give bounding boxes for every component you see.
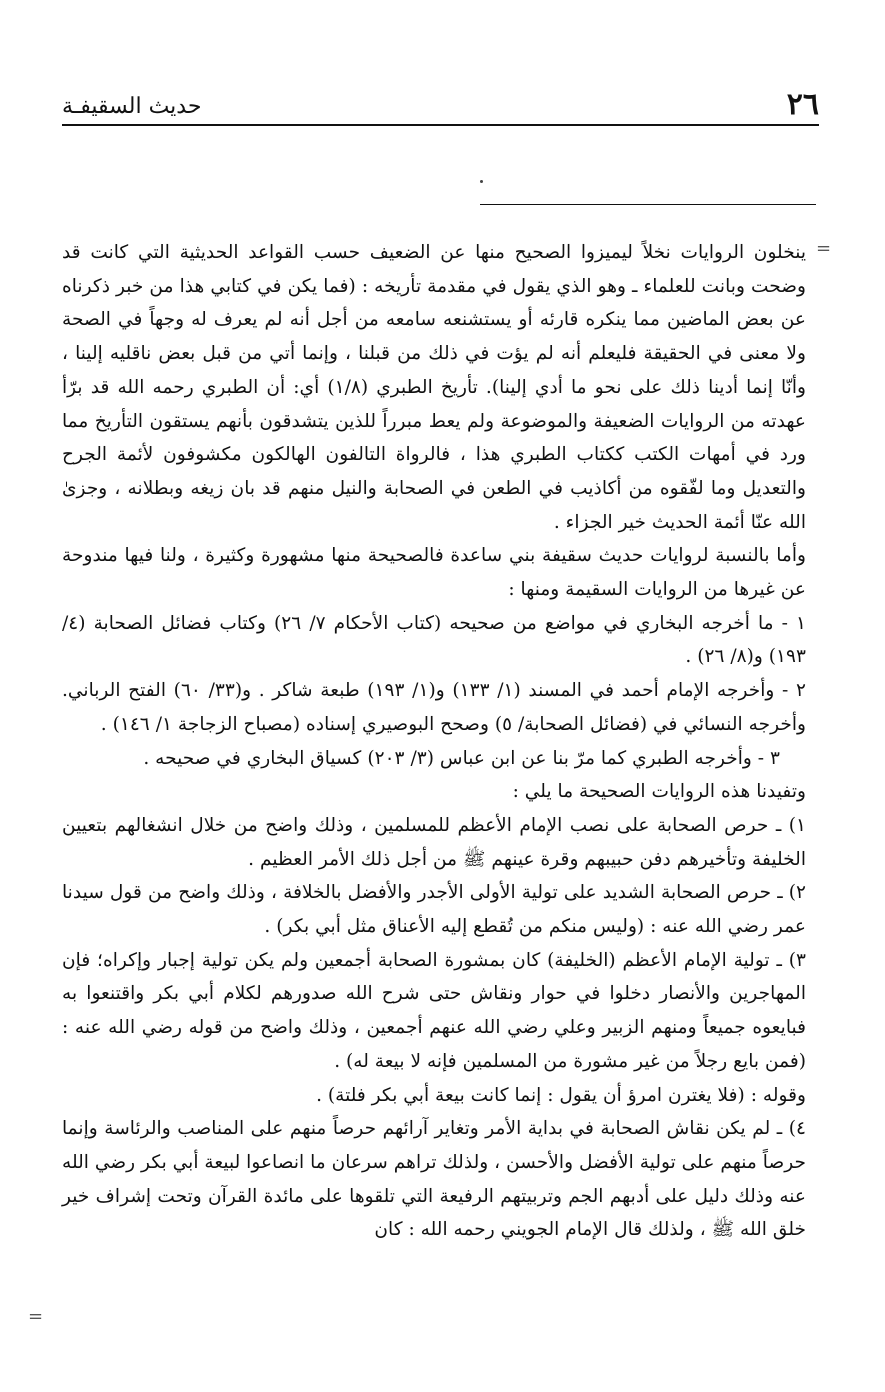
continuation-mark-bottom: = <box>28 1306 44 1327</box>
running-header <box>62 84 819 126</box>
paragraph-source-1: ١ - ما أخرجه البخاري في مواضع من صحيحه (كتاب الأحكام ٧/ ٢٦) وكتاب فضائل الصحابة (٤/ ١٩٣) و(٨/ ٢٦) . <box>62 612 806 668</box>
paragraph-benefit-1: ١) ـ حرص الصحابة على نصب الإمام الأعظم للمسلمين ، وذلك واضح من خلال انشغالهم بتعيين الخليفة وتأخيرهم دفن حبيبهم وقرة عينهم ﷺ من أجل ذلك الأمر العظيم . <box>62 814 806 870</box>
paragraph-tabari-note: ينخلون الروايات نخلاً ليميزوا الصحيح منها عن الضعيف حسب القواعد الحديثية التي كانت قد وضحت وبانت للعلماء ـ وهو الذي يقول في مقدمة تأريخه : (فما يكن في كتابي هذا من خبر ذكرناه عن بعض الماضين مما ينكره قارئه أو يستشنعه سامعه من أجل أنه لم يعرف له وجهاً في الصحة ولا معنى في الحقيقة فليعلم أنه لم يؤت في ذلك من قبلنا ، وإنما أتي من قبل بعض ناقليه إلينا ، وأنّا إنما أدينا ذلك على نحو ما أدي إلينا). تأريخ الطبري (١/٨) أي: أن الطبري رحمه الله قد برّأ عهدته من الروايات الضعيفة والموضوعة ولم يعط مبرراً للذين يتشدقون بأنهم يستقون التأريخ مما ورد في أمهات الكتب ككتاب الطبري هذا ، فالرواة التالفون الهالكون مكشوفون لأئمة الجرح والتعديل وما لفّقوه من أكاذيب في الطعن في الصحابة والنيل منهم قد بان زيغه وبطلانه ، وجزىٰ الله عنّا أئمة الحديث خير الجزاء . <box>62 242 806 533</box>
paragraph-benefit-2: ٢) ـ حرص الصحابة الشديد على تولية الأولى الأجدر والأفضل بالخلافة ، وذلك واضح من قول سيدنا عمر رضي الله عنه : (وليس منكم من تُقطع إليه الأعناق مثل أبي بكر) . <box>62 882 806 938</box>
paragraph-source-2: ٢ - وأخرجه الإمام أحمد في المسند (١/ ١٣٣) و(١/ ١٩٣) طبعة شاكر . و(٣٣/ ٦٠) الفتح الرباني. وأخرجه النسائي في (فضائل الصحابة/ ٥) وصحح البوصيري إسناده (مصباح الزجاجة ١/ ١٤٦) . <box>62 680 806 735</box>
stray-dot <box>480 180 483 183</box>
footnote-rule <box>480 204 816 205</box>
paragraph-benefits-intro: وتفيدنا هذه الروايات الصحيحة ما يلي : <box>512 781 806 803</box>
paragraph-saqifa-intro: وأما بالنسبة لروايات حديث سقيفة بني ساعدة فالصحيحة منها مشهورة وكثيرة ، ولنا فيها مندوحة عن غيرها من الروايات السقيمة ومنها : <box>62 545 806 601</box>
continuation-mark-top: = <box>816 238 832 259</box>
paragraph-source-3: ٣ - وأخرجه الطبري كما مرّ بنا عن ابن عباس (٣/ ٢٠٣) كسياق البخاري في صحيحه . <box>143 747 780 769</box>
header-title: حديث السقيفـة <box>62 94 202 119</box>
paragraph-benefit-3: ٣) ـ تولية الإمام الأعظم (الخليفة) كان بمشورة الصحابة أجمعين ولم يكن تولية إجبار وإكراه؛ فإن المهاجرين والأنصار دخلوا في حوار ونقاش حتى شرح الله صدورهم لكلام أبي بكر واقتنعوا به فبايعوه جميعاً ومنهم الزبير وعلي رضي الله عنهم أجمعين ، وذلك واضح من قوله رضي الله عنه : (فمن بايع رجلاً من غير مشورة من المسلمين فإنه لا بيعة له) . <box>62 949 806 1072</box>
paragraph-benefit-3-quote: وقوله : (فلا يغترن امرؤ أن يقول : إنما كانت بيعة أبي بكر فلتة) . <box>316 1084 806 1106</box>
paragraph-benefit-4: ٤) ـ لم يكن نقاش الصحابة في بداية الأمر وتغاير آرائهم حرصاً منهم على المناصب والرئاسة وإنما حرصاً منهم على تولية الأفضل والأحسن ، ولذلك تراهم سرعان ما انصاعوا لبيعة أبي بكر رضي الله عنه وذلك دليل على أدبهم الجم وتربيتهم الرفيعة التي تلقوها على مائدة القرآن وتحت إشراف خير خلق الله ﷺ ، ولذلك قال الإمام الجويني رحمه الله : كان <box>62 1118 806 1241</box>
body-text <box>62 236 806 1247</box>
page-number: ٢٦ <box>786 87 819 122</box>
